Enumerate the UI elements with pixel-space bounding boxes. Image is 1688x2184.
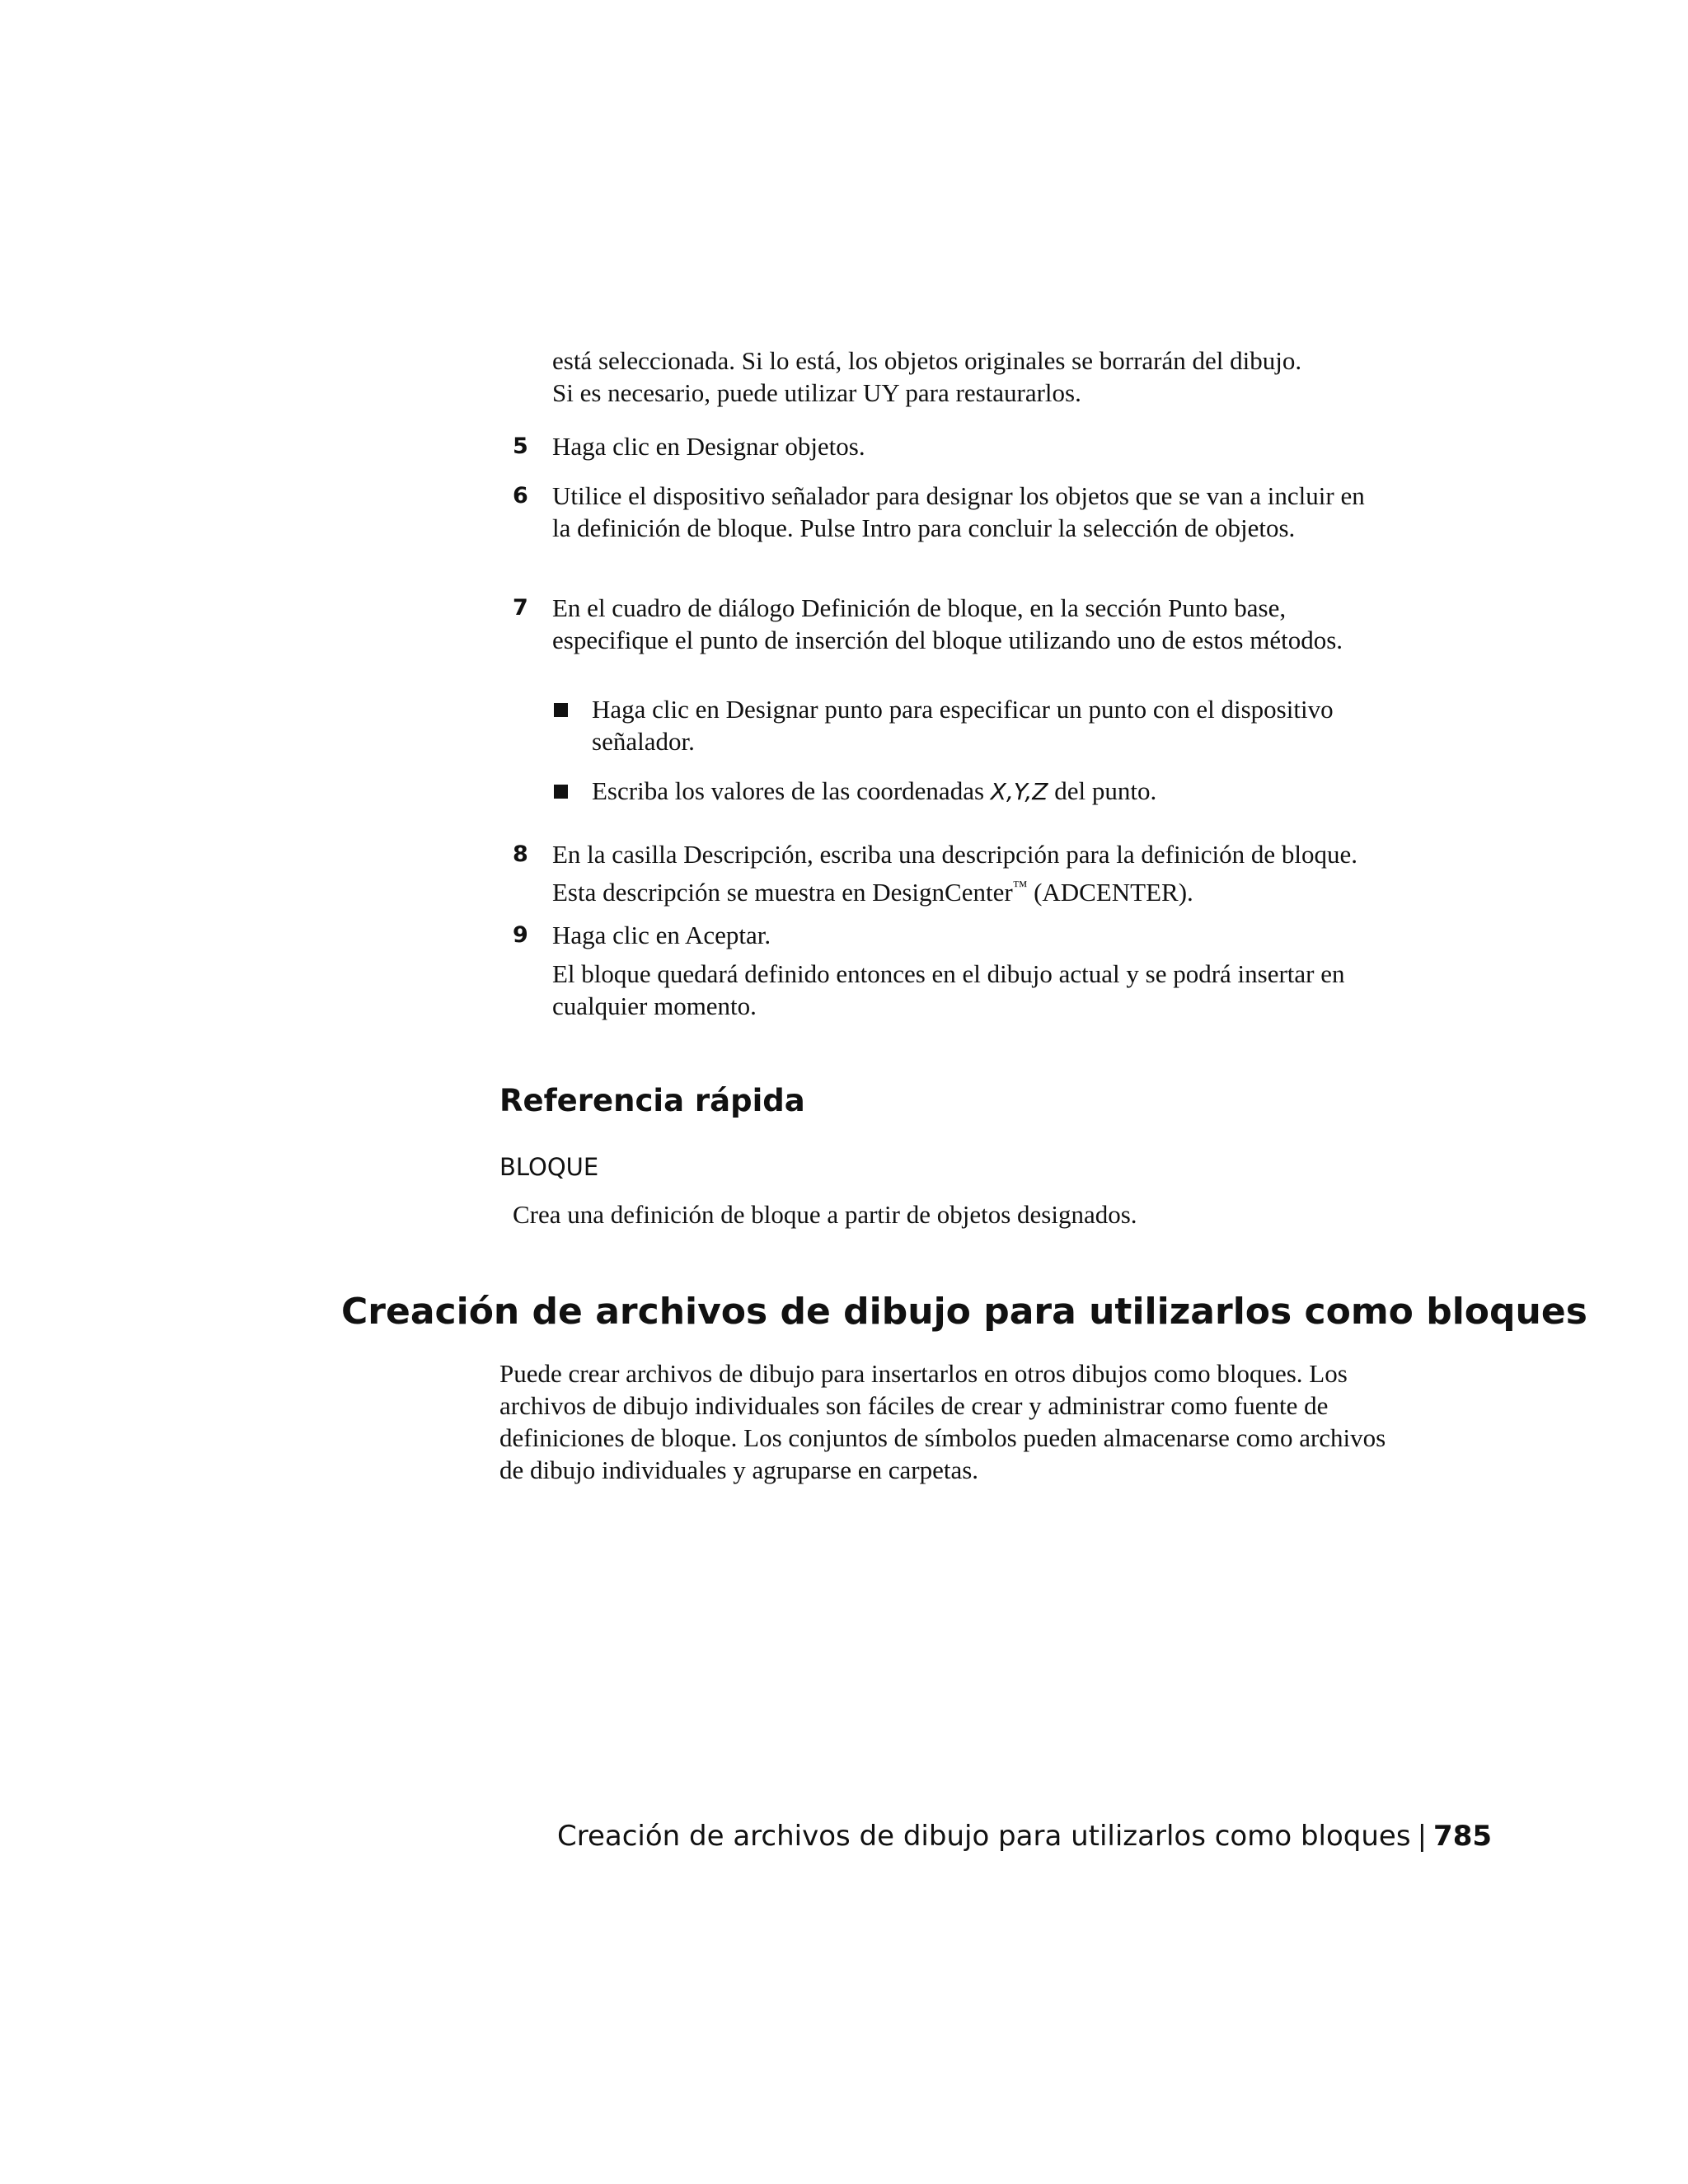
footer-separator: | <box>1417 1820 1428 1853</box>
step-7-bullet-1 <box>552 693 1385 757</box>
step-5 <box>513 430 1386 462</box>
square-bullet-icon <box>554 703 568 717</box>
command-name: BLOQUE <box>499 1153 599 1181</box>
step-number: 8 <box>513 841 528 867</box>
bullet-text: Escriba los valores de las coordenadas X,Y,Z del punto. <box>592 776 1157 805</box>
section-heading: Creación de archivos de dibujo para utilizarlos como bloques <box>341 1291 1587 1333</box>
section-paragraph: Puede crear archivos de dibujo para insertarlos en otros dibujos como bloques. Los archivos de dibujo individuales son fáciles de crear y administrar como fuente de definiciones de bloque. Los conjuntos de símbolos pueden almacenarse como archivos de dibujo individuales y agruparse en carpetas. <box>499 1359 1386 1484</box>
step-9 <box>513 919 1386 1022</box>
step-number: 6 <box>513 483 528 509</box>
step-number: 9 <box>513 922 528 948</box>
step-text: En el cuadro de diálogo Definición de bloque, en la sección Punto base, especifique el punto de inserción del bloque utilizando uno de estos métodos. <box>552 593 1343 654</box>
continuation-line-2: Si es necesario, puede utilizar UY para restaurarlos. <box>552 378 1081 407</box>
square-bullet-icon <box>554 785 568 799</box>
running-title: Creación de archivos de dibujo para utilizarlos como bloques <box>557 1820 1411 1853</box>
step-7 <box>513 592 1386 656</box>
page-number: 785 <box>1433 1820 1493 1853</box>
step-number: 7 <box>513 595 528 621</box>
continuation-line-1: está seleccionada. Si lo está, los objetos originales se borrarán del dibujo. <box>552 346 1302 375</box>
step-text: Utilice el dispositivo señalador para designar los objetos que se van a incluir en la definición de bloque. Pulse Intro para concluir la selección de objetos. <box>552 481 1365 542</box>
coordinates-italic: X,Y,Z <box>990 778 1048 805</box>
step-text: Haga clic en Designar objetos. <box>552 432 865 461</box>
step-result-text: El bloque quedará definido entonces en el dibujo actual y se podrá insertar en cualquier momento. <box>552 959 1345 1020</box>
step-6 <box>513 480 1386 544</box>
trademark-symbol: ™ <box>1012 878 1028 894</box>
quick-reference-heading: Referencia rápida <box>499 1083 805 1118</box>
step-8 <box>513 838 1386 908</box>
continuation-text <box>552 344 1385 409</box>
step-text: En la casilla Descripción, escriba una descripción para la definición de bloque. Esta descripción se muestra en DesignCenter™ (ADCENTER). <box>552 840 1357 907</box>
bullet-text: Haga clic en Designar punto para especificar un punto con el dispositivo señalador. <box>592 695 1334 756</box>
step-7-bullet-2 <box>552 775 1385 808</box>
step-text: Haga clic en Aceptar. <box>552 921 771 949</box>
command-description: Crea una definición de bloque a partir de objetos designados. <box>513 1200 1137 1229</box>
page-footer <box>557 1818 1493 1854</box>
step-number: 5 <box>513 434 528 459</box>
